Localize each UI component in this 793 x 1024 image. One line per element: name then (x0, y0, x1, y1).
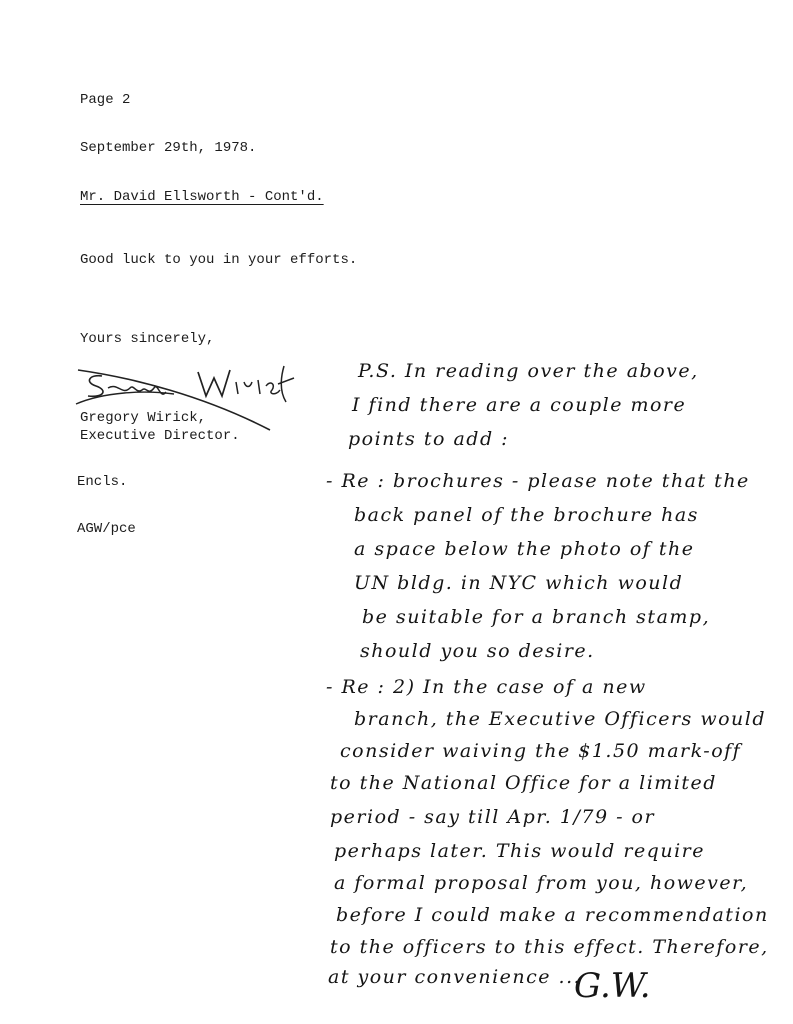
ps-line-8: be suitable for a branch stamp, (362, 606, 711, 628)
ps-line-2: I find there are a couple more (352, 394, 687, 416)
reference-initials: AGW/pce (77, 521, 136, 537)
page-number: Page 2 (80, 92, 131, 108)
ps-line-4: - Re : brochures - please note that the (326, 470, 750, 492)
ps-line-12: consider waiving the $1.50 mark-off (340, 740, 742, 762)
ps-line-5: back panel of the brochure has (354, 504, 699, 526)
closing: Yours sincerely, (80, 331, 215, 347)
ps-line-3: points to add : (348, 428, 510, 450)
ps-line-7: UN bldg. in NYC which would (354, 572, 684, 594)
ps-line-6: a space below the photo of the (354, 538, 695, 560)
ps-line-13: to the National Office for a limited (330, 772, 717, 794)
ps-line-14: period - say till Apr. 1/79 - or (330, 806, 656, 828)
ps-line-18: to the officers to this effect. Therefore, (330, 936, 769, 958)
letter-date: September 29th, 1978. (80, 140, 257, 156)
ps-line-11: branch, the Executive Officers would (354, 708, 767, 730)
letter-body: Good luck to you in your efforts. (80, 252, 358, 268)
enclosures-note: Encls. (77, 474, 128, 490)
signer-title: Executive Director. (80, 428, 240, 444)
ps-line-17: before I could make a recommendation (336, 904, 769, 926)
ps-initials: G.W. (574, 966, 651, 1006)
ps-line-19: at your convenience ... (328, 966, 582, 988)
ps-line-1: P.S. In reading over the above, (358, 360, 699, 382)
ps-line-16: a formal proposal from you, however, (334, 872, 749, 894)
ps-line-15: perhaps later. This would require (334, 840, 705, 862)
ps-line-9: should you so desire. (360, 640, 595, 662)
signer-name: Gregory Wirick, (80, 410, 207, 426)
ps-line-10: - Re : 2) In the case of a new (326, 676, 647, 698)
recipient-line: Mr. David Ellsworth - Cont'd. (80, 189, 324, 205)
